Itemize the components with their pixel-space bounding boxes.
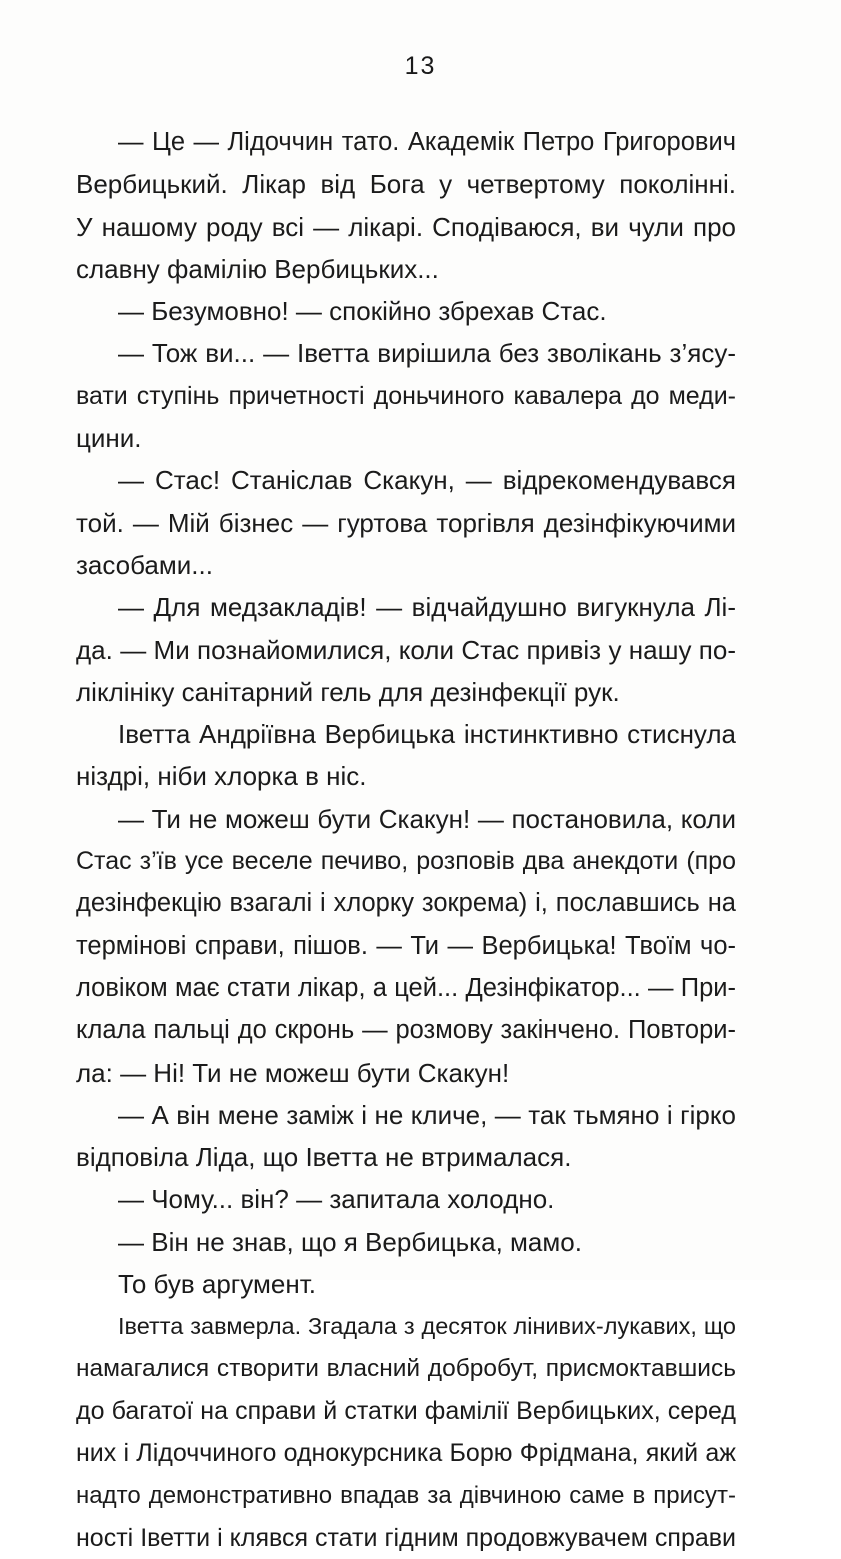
text-line: — Тож ви... — Іветта вирішила без зволікань з’ясу- <box>118 338 736 369</box>
text-line: — Стас! Станіслав Скакун, — відрекомендувався <box>118 465 736 496</box>
text-line: Вербицький. Лікар від Бога у четвертому поколінні. <box>76 169 736 200</box>
text-line: дезінфекцію взагалі і хлорку зокрема) і, пославшись на <box>76 889 736 918</box>
body-text <box>0 121 841 1559</box>
text-line: термінові справи, пішов. — Ти — Вербицька! Твоїм чо- <box>76 931 736 960</box>
text-line: вати ступінь причетності доньчиного кавалера до меди- <box>76 381 736 410</box>
text-line: У нашому роду всі — лікарі. Сподіваюся, ви чули про <box>76 211 736 242</box>
text-line: ла: — Ні! Ти не можеш бути Скакун! <box>76 1057 510 1088</box>
text-line: — Для медзакладів! — відчайдушно вигукнула Лі- <box>118 592 736 623</box>
text-line: до багатої на справи й статки фамілії Вербицьких, серед <box>76 1396 736 1425</box>
text-line: ліклініку санітарний гель для дезінфекції рук. <box>76 676 620 707</box>
text-line: — Ти не можеш бути Скакун! — постановила, коли <box>118 803 736 834</box>
text-line: ності Іветти і клявся стати гідним продовжувачем справи <box>76 1523 736 1552</box>
text-line: — Це — Лідоччин тато. Академік Петро Григорович <box>118 128 736 156</box>
text-line: Іветта Андріївна Вербицька інстинктивно стиснула <box>118 719 736 750</box>
text-line: — Чому... він? — запитала холодно. <box>118 1184 555 1215</box>
text-line: надто демонстративно впадав за дівчиною саме в присут- <box>76 1481 736 1509</box>
text-line: той. — Мій бізнес — гуртова торгівля дезінфікуючими <box>76 507 736 538</box>
text-line: них і Лідоччиного однокурсника Борю Фрідмана, який аж <box>76 1439 736 1468</box>
text-line: Стас з’їв усе веселе печиво, розповів два анекдоти (про <box>76 847 736 876</box>
text-line: — Безумовно! — спокійно збрехав Стас. <box>118 296 607 327</box>
text-line: да. — Ми познайомилися, коли Стас привіз у нашу по- <box>76 634 736 665</box>
text-line: клала пальці до скронь — розмову закінчено. Повтори- <box>76 1016 736 1045</box>
text-line: ловіком має стати лікар, а цей... Дезінфікатор... — При- <box>76 973 736 1002</box>
text-line: намагалися створити власний добробут, присмоктавшись <box>76 1354 736 1382</box>
text-line: цини. <box>76 423 142 454</box>
text-line: засобами... <box>76 549 213 580</box>
text-line: славну фамілію Вербицьких... <box>76 253 439 284</box>
text-line: — А він мене заміж і не кличе, — так тьмяно і гірко <box>118 1099 736 1130</box>
text-line: То був аргумент. <box>118 1269 316 1300</box>
text-line: відповіла Ліда, що Іветта не втрималася. <box>76 1142 572 1173</box>
text-line: — Він не знав, що я Вербицька, мамо. <box>118 1226 582 1257</box>
text-line: ніздрі, ніби хлорка в ніс. <box>76 761 367 792</box>
text-line: Іветта завмерла. Згадала з десяток лінивих-лукавих, що <box>118 1313 736 1340</box>
page-number: 13 <box>404 52 437 80</box>
